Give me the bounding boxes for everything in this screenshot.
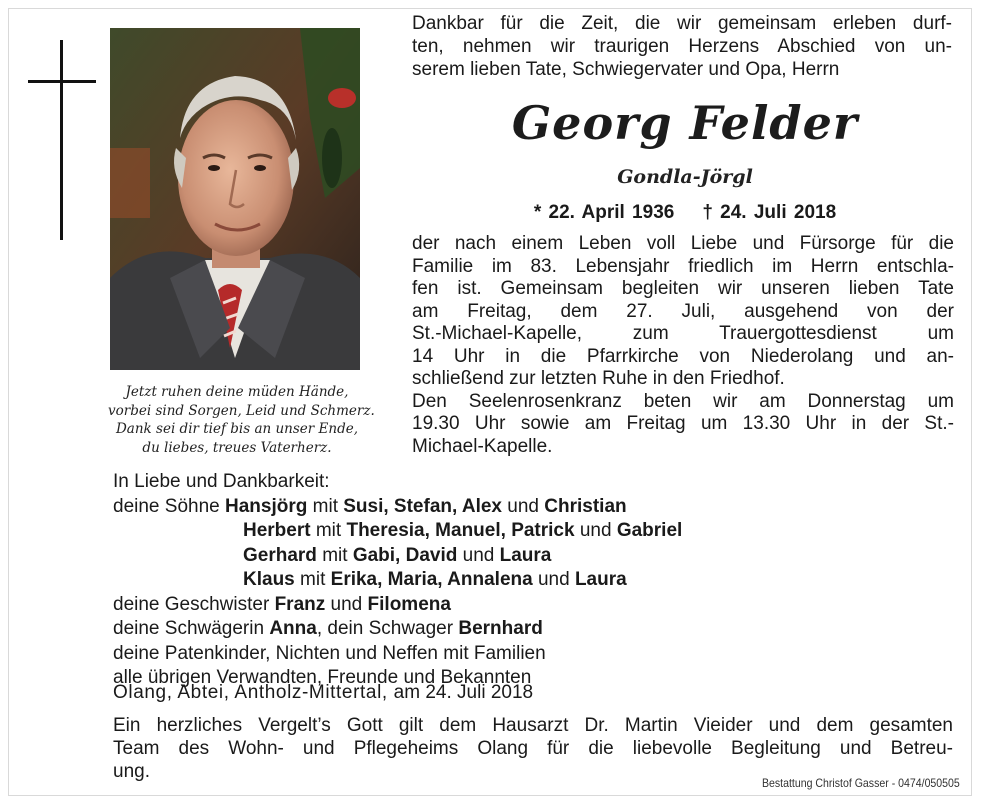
son-row bbox=[113, 495, 953, 520]
death-date: † 24. Juli 2018 bbox=[702, 202, 837, 223]
grandchild: Gabriel bbox=[616, 520, 683, 541]
connector: und bbox=[537, 569, 570, 590]
grandchildren: Susi, Stefan, Alex bbox=[343, 495, 502, 517]
son-name: Gerhard bbox=[243, 544, 317, 566]
inlaw-name: Anna bbox=[269, 618, 317, 639]
body-line: Michael-Kapelle. bbox=[412, 435, 553, 457]
body-line: 14 Uhr in die Pfarrkirche von Niederolang und an- bbox=[412, 345, 954, 367]
funeral-details bbox=[412, 233, 954, 458]
son-row bbox=[113, 544, 953, 569]
connector: mit bbox=[300, 569, 326, 590]
connector: und bbox=[330, 593, 363, 615]
intro-paragraph bbox=[412, 12, 952, 81]
grandchild: Christian bbox=[544, 495, 627, 517]
son-row bbox=[113, 519, 953, 544]
connector: und bbox=[462, 544, 495, 566]
thanks-line: ung. bbox=[113, 761, 150, 782]
sibling-name: Filomena bbox=[367, 593, 451, 615]
intro-line: serem lieben Tate, Schwiegervater und Opa, Herrn bbox=[412, 59, 840, 80]
body-line: der nach einem Leben voll Liebe und Fürsorge für die bbox=[412, 233, 954, 254]
grandchildren: Erika, Maria, Annalena bbox=[330, 569, 533, 590]
connector: und bbox=[507, 495, 539, 517]
verse-line: du liebes, treues Vaterherz. bbox=[142, 439, 332, 456]
thanks-line: Ein herzliches Vergelt’s Gott gilt dem Hausarzt Dr. Martin Vieider und dem gesamten bbox=[113, 715, 953, 736]
mourners-list bbox=[113, 470, 953, 691]
grandchildren: Gabi, David bbox=[352, 544, 458, 566]
memorial-verse bbox=[108, 383, 375, 457]
connector: mit bbox=[312, 495, 338, 517]
thanks-line: Team des Wohn- und Pflegeheims Olang für die liebevolle Begleitung und Betreu- bbox=[113, 738, 953, 759]
place-date-line bbox=[113, 682, 533, 704]
son-name: Herbert bbox=[243, 520, 311, 541]
relatives-row: alle übrigen Verwandten, Freunde und Bekannten bbox=[113, 667, 532, 688]
inlaw-label: , dein Schwager bbox=[316, 618, 454, 639]
verse-line: vorbei sind Sorgen, Leid und Schmerz. bbox=[108, 402, 375, 419]
grandchildren: Theresia, Manuel, Patrick bbox=[346, 520, 575, 541]
body-line: Den Seelenrosenkranz beten wir am Donnerstag um bbox=[412, 390, 954, 412]
body-line: fen ist. Gemeinsam begleiten wir unseren lieben Tate bbox=[412, 278, 954, 299]
inlaw-label: deine Schwägerin bbox=[113, 618, 265, 639]
inlaw-name: Bernhard bbox=[458, 618, 543, 639]
inlaws-row bbox=[113, 617, 953, 642]
life-dates bbox=[412, 202, 958, 224]
place-date: am 24. Juli 2018 bbox=[393, 682, 534, 703]
body-line: Familie im 83. Lebensjahr friedlich im Herrn entschla- bbox=[412, 255, 954, 277]
body-line: schließend zur letzten Ruhe in den Friedhof. bbox=[412, 368, 785, 389]
son-name: Hansjörg bbox=[225, 495, 308, 517]
intro-line: ten, nehmen wir traurigen Herzens Abschied von un- bbox=[412, 36, 952, 57]
connector: mit bbox=[315, 520, 342, 541]
verse-line: Dank sei dir tief bis an unser Ende, bbox=[115, 421, 359, 437]
grandchild: Laura bbox=[499, 544, 552, 566]
birth-date: * 22. April 1936 bbox=[533, 202, 675, 223]
thanks-paragraph bbox=[113, 714, 953, 783]
connector: mit bbox=[322, 544, 348, 566]
grandchild: Laura bbox=[574, 569, 627, 590]
mourners-heading: In Liebe und Dankbarkeit: bbox=[113, 471, 330, 492]
sibling-name: Franz bbox=[274, 593, 326, 615]
godchildren-row: deine Patenkinder, Nichten und Neffen mit Familien bbox=[113, 642, 546, 664]
siblings-row bbox=[113, 593, 953, 618]
son-name: Klaus bbox=[243, 569, 295, 590]
body-line: 19.30 Uhr sowie am Freitag um 13.30 Uhr in der St.- bbox=[412, 413, 954, 434]
cross-icon bbox=[60, 40, 63, 240]
sons-label: deine Söhne bbox=[113, 495, 220, 517]
body-line: am Freitag, dem 27. Juli, ausgehend von der bbox=[412, 300, 954, 322]
deceased-nickname: Gondla-Jörgl bbox=[617, 166, 753, 188]
cross-icon-bar bbox=[28, 80, 96, 83]
siblings-label: deine Geschwister bbox=[113, 593, 270, 615]
son-row bbox=[113, 568, 953, 593]
verse-line: Jetzt ruhen deine müden Hände, bbox=[125, 384, 349, 400]
funeral-home-credit: Bestattung Christof Gasser - 0474/050505 bbox=[762, 776, 960, 790]
portrait-photo bbox=[110, 28, 360, 370]
place: Olang, Abtei, Antholz-Mittertal, bbox=[113, 682, 388, 703]
deceased-name: Georg Felder bbox=[511, 96, 859, 150]
body-line: St.-Michael-Kapelle, zum Trauergottesdienst um bbox=[412, 323, 954, 344]
intro-line: Dankbar für die Zeit, die wir gemeinsam erleben durf- bbox=[412, 13, 952, 34]
connector: und bbox=[579, 520, 612, 541]
